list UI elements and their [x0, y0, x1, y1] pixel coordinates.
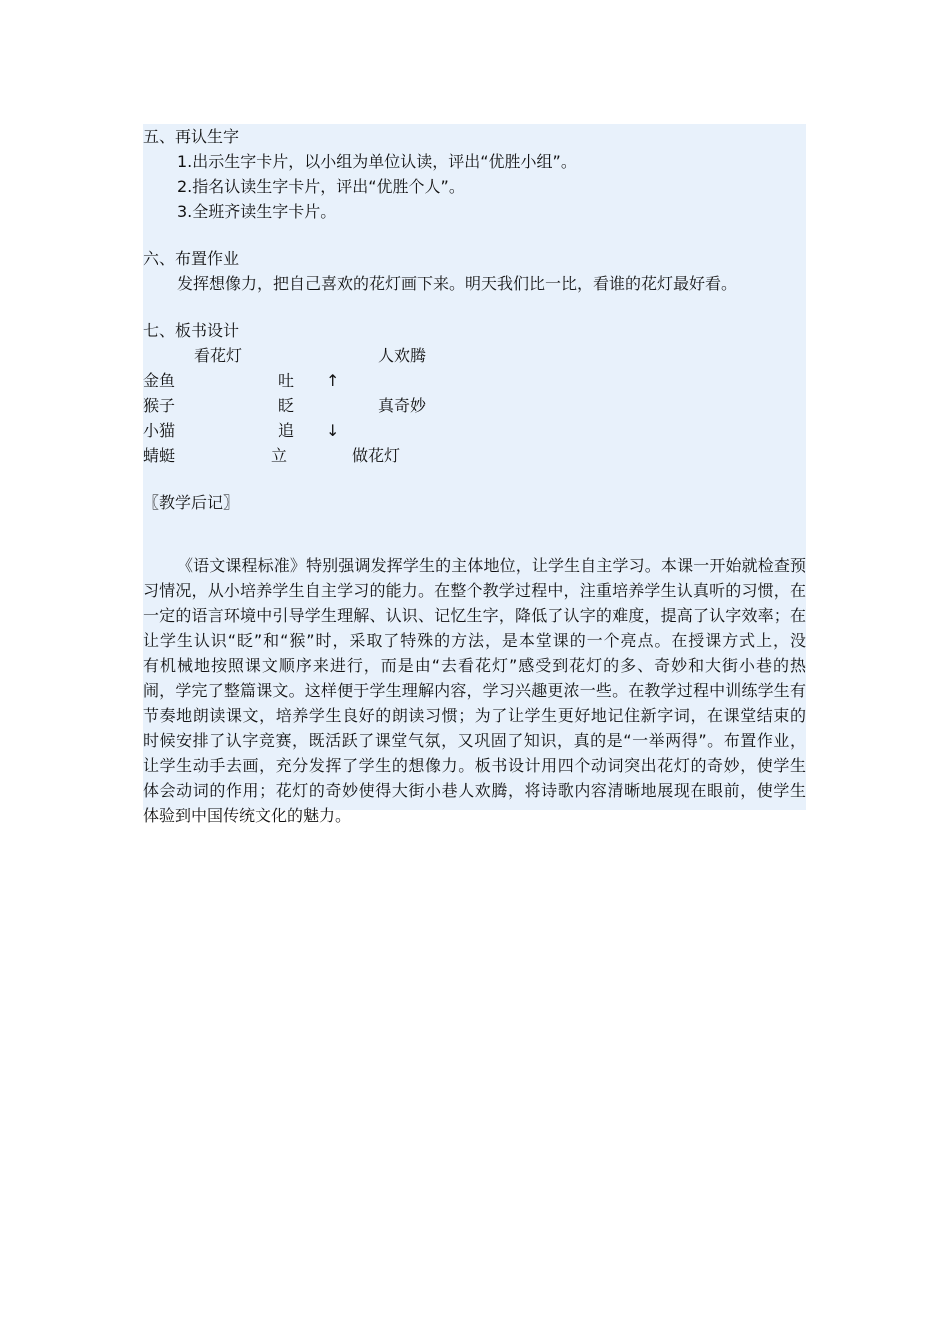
paragraph-line: 闹，学完了整篇课文。这样便于学生理解内容，学习兴趣更浓一些。在教学过程中训练学生有: [143, 681, 806, 700]
board-verb: 吐: [278, 371, 295, 390]
paragraph-line: 《语文课程标准》特别强调发挥学生的主体地位，让学生自主学习。本课一开始就检查预: [177, 556, 806, 575]
board-verb: 眨: [278, 396, 295, 415]
list-item: 3.全班齐读生字卡片。: [177, 202, 337, 221]
homework-text: 发挥想像力，把自己喜欢的花灯画下来。明天我们比一比，看谁的花灯最好看。: [177, 274, 738, 293]
list-item: 1.出示生字卡片，以小组为单位认读，评出“优胜小组”。: [177, 152, 577, 171]
paragraph-line: 体会动词的作用；花灯的奇妙使得大街小巷人欢腾，将诗歌内容清晰地展现在眼前，使学生: [143, 781, 806, 800]
board-animal: 金鱼: [143, 371, 176, 390]
paragraph-line: 习情况，从小培养学生自主学习的能力。在整个教学过程中，注重培养学生认真听的习惯，在: [143, 581, 806, 600]
paragraph-line: 一定的语言环境中引导学生理解、认识、记忆生字，降低了认字的难度，提高了认字效率；在: [143, 606, 806, 625]
board-top-right: 人欢腾: [378, 346, 427, 365]
paragraph-line: 体验到中国传统文化的魅力。: [143, 806, 352, 825]
board-middle-right: 真奇妙: [378, 396, 427, 415]
paragraph-line: 让学生认识“眨”和“猴”时，采取了特殊的方法，是本堂课的一个亮点。在授课方式上，没: [143, 631, 806, 650]
list-item: 2.指名认读生字卡片，评出“优胜个人”。: [177, 177, 465, 196]
board-animal: 蜻蜓: [143, 446, 176, 465]
up-arrow-icon: ↑: [326, 371, 340, 390]
section-heading-board-design: 七、板书设计: [143, 321, 240, 340]
paragraph-line: 节奏地朗读课文，培养学生良好的朗读习惯；为了让学生更好地记住新字词，在课堂结束的: [143, 706, 806, 725]
board-verb: 追: [278, 421, 295, 440]
down-arrow-icon: ↓: [326, 421, 340, 440]
paragraph-line: 时候安排了认字竞赛，既活跃了课堂气氛，又巩固了知识，真的是“一举两得”。布置作业，: [143, 731, 806, 750]
board-title: 看花灯: [194, 346, 243, 365]
afterword-heading: 〖教学后记〗: [143, 493, 240, 512]
board-animal: 猴子: [143, 396, 176, 415]
section-heading-homework: 六、布置作业: [143, 249, 240, 268]
section-heading-recognize-characters: 五、再认生字: [143, 127, 240, 146]
board-animal: 小猫: [143, 421, 176, 440]
paragraph-line: 有机械地按照课文顺序来进行，而是由“去看花灯”感受到花灯的多、奇妙和大街小巷的热: [143, 656, 806, 675]
paragraph-line: 让学生动手去画，充分发挥了学生的想像力。板书设计用四个动词突出花灯的奇妙，使学生: [143, 756, 806, 775]
board-verb: 立: [271, 446, 288, 465]
board-bottom-right: 做花灯: [352, 446, 401, 465]
